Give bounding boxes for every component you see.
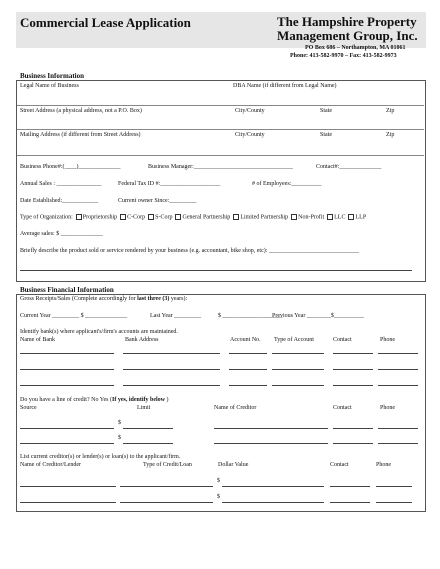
org-checkbox-general-partnership[interactable] <box>175 214 181 220</box>
org-option-label: LLP <box>355 214 367 221</box>
date-established-field[interactable]: Date Established:____________ <box>20 198 99 204</box>
org-option-label: Limited Partnership <box>240 214 289 221</box>
account-no-line[interactable] <box>229 385 267 386</box>
financial-info-heading: Business Financial Information <box>20 286 114 294</box>
credit-phone-line[interactable] <box>378 428 418 429</box>
col-name-of-bank: Name of Bank <box>20 337 55 343</box>
employees-field[interactable]: # of Employees:__________ <box>252 181 322 187</box>
credit-source-line[interactable] <box>20 443 114 444</box>
company-name-line2: Management Group, Inc. <box>277 28 418 43</box>
credit-question <box>20 397 168 403</box>
last-year-amount-field[interactable]: $ ____________________ <box>218 313 283 319</box>
org-option-label: General Partnership <box>182 214 231 221</box>
col-limit: Limit <box>137 405 151 411</box>
current-year-field[interactable]: Current Year _________ $ ______________ <box>20 313 128 319</box>
city-label: City/County <box>235 132 265 138</box>
col-phone: Phone <box>380 405 395 411</box>
row-divider <box>17 129 424 130</box>
form-title: Commercial Lease Application <box>20 15 191 30</box>
creditor-name-line[interactable] <box>214 428 328 429</box>
account-type-line[interactable] <box>272 385 324 386</box>
identify-banks-label: Identify bank(s) where applicant's/firm's accounts are maintained. <box>20 329 178 335</box>
credit-identify-text: If yes, identify below <box>111 397 165 403</box>
col-contact: Contact <box>333 405 352 411</box>
credit-source-line[interactable] <box>20 428 114 429</box>
organization-type-label: Type of Organization: <box>20 214 73 221</box>
credit-type-line[interactable] <box>120 502 213 503</box>
org-checkbox-proprietorship[interactable] <box>76 214 82 220</box>
bank-contact-line[interactable] <box>333 385 373 386</box>
bank-address-line[interactable] <box>123 369 220 370</box>
business-description-field[interactable]: Briefly describe the product sold or service rendered by your business (e.g. accountant, bike shop, etc): ______________________________ <box>20 248 359 254</box>
bank-address-line[interactable] <box>123 353 220 354</box>
credit-question-text: Do you have a line of credit? No Yes ( <box>20 397 112 403</box>
org-checkbox-non-profit[interactable] <box>291 214 297 220</box>
dollar-sign: $ <box>217 494 220 500</box>
bank-address-line[interactable] <box>123 385 220 386</box>
company-name-line1: The Hampshire Property <box>277 14 417 29</box>
dollar-sign: $ <box>118 420 121 426</box>
account-type-line[interactable] <box>272 369 324 370</box>
account-no-line[interactable] <box>229 369 267 370</box>
bank-name-line[interactable] <box>20 385 114 386</box>
credit-phone-line[interactable] <box>378 443 418 444</box>
col-source: Source <box>20 405 37 411</box>
zip-label: Zip <box>386 108 395 114</box>
org-checkbox-limited-partnership[interactable] <box>233 214 239 220</box>
contact-number-field[interactable]: Contact#:______________ <box>316 164 382 170</box>
credit-limit-line[interactable] <box>123 428 173 429</box>
org-option-label: Non-Profit <box>298 214 325 221</box>
gross-receipts-text: Gross Receipts/Sales (Complete accordingly for <box>20 296 136 302</box>
last-year-field[interactable]: Last Year _________ <box>150 313 202 319</box>
credit-contact-line[interactable] <box>333 428 373 429</box>
col-account-no: Account No. <box>230 337 261 343</box>
bank-phone-line[interactable] <box>378 353 418 354</box>
owner-since-field[interactable]: Current owner Since:_________ <box>118 198 197 204</box>
state-label: State <box>320 108 332 114</box>
col-contact: Contact <box>333 337 352 343</box>
row-divider <box>17 155 424 156</box>
col-type-of-account: Type of Account <box>274 337 314 343</box>
col-contact: Contact <box>330 462 349 468</box>
zip-label: Zip <box>386 132 395 138</box>
creditor-contact-line[interactable] <box>330 502 370 503</box>
company-address: PO Box 686 – Northampton, MA 01061 <box>305 45 406 51</box>
bank-phone-line[interactable] <box>378 369 418 370</box>
org-checkbox-llc[interactable] <box>327 214 333 220</box>
org-checkbox-c-corp[interactable] <box>120 214 126 220</box>
bank-name-line[interactable] <box>20 353 114 354</box>
col-name-of-creditor: Name of Creditor <box>214 405 257 411</box>
org-option-label: LLC <box>334 214 346 221</box>
org-option-label: C-Corp <box>127 214 146 221</box>
creditor-name-line[interactable] <box>214 443 328 444</box>
bank-contact-line[interactable] <box>333 353 373 354</box>
creditor-contact-line[interactable] <box>330 486 370 487</box>
state-label: State <box>320 132 332 138</box>
creditor-phone-line[interactable] <box>376 486 412 487</box>
bank-name-line[interactable] <box>20 369 114 370</box>
city-label: City/County <box>235 108 265 114</box>
gross-receipts-label <box>20 296 187 302</box>
dollar-sign: $ <box>217 478 220 484</box>
street-address-label: Street Address (a physical address, not a P.O. Box) <box>20 108 142 114</box>
previous-year-field[interactable]: Previous Year ________$__________ <box>272 313 364 319</box>
org-option-label: Proprietorship <box>82 214 118 221</box>
credit-limit-line[interactable] <box>123 443 173 444</box>
federal-tax-id-field[interactable]: Federal Tax ID #:____________________ <box>118 181 221 187</box>
average-sales-field[interactable]: Average sales: $ ______________ <box>20 231 103 237</box>
col-phone: Phone <box>380 337 395 343</box>
row-divider <box>17 105 424 106</box>
col-type-of-credit: Type of Credit/Loan <box>143 462 192 468</box>
creditor-phone-line[interactable] <box>376 502 412 503</box>
dba-label: DBA Name (if different from Legal Name) <box>233 83 337 89</box>
description-line[interactable] <box>20 270 412 271</box>
gross-receipts-text: years): <box>170 296 188 302</box>
bank-phone-line[interactable] <box>378 385 418 386</box>
company-phone: Phone: 413-582-9970 – Fax: 413-582-9973 <box>290 53 397 59</box>
org-checkbox-llp[interactable] <box>348 214 354 220</box>
account-type-line[interactable] <box>272 353 324 354</box>
financial-info-box <box>16 294 426 512</box>
bank-contact-line[interactable] <box>333 369 373 370</box>
dollar-value-line[interactable] <box>222 502 324 503</box>
credit-type-line[interactable] <box>120 486 213 487</box>
credit-contact-line[interactable] <box>333 443 373 444</box>
mailing-address-label: Mailing Address (if different from Street Address) <box>20 132 141 138</box>
account-no-line[interactable] <box>229 353 267 354</box>
creditor-name-line[interactable] <box>20 486 116 487</box>
business-manager-field[interactable]: Business Manager:_________________________________ <box>148 164 293 170</box>
col-dollar-value: Dollar Value <box>218 462 249 468</box>
dollar-sign: $ <box>118 435 121 441</box>
creditor-name-line[interactable] <box>20 502 116 503</box>
business-info-heading: Business Information <box>20 72 84 80</box>
business-phone-field[interactable]: Business Phone#:(____)______________ <box>20 164 121 170</box>
credit-question-close: ) <box>166 397 169 403</box>
col-bank-address: Bank Address <box>125 337 159 343</box>
col-phone: Phone <box>376 462 391 468</box>
org-checkbox-s-corp[interactable] <box>148 214 154 220</box>
creditor-intro: List current creditor(s) or lender(s) or loan(s) to the applicant/firm. <box>20 454 181 460</box>
legal-name-label: Legal Name of Business <box>20 83 79 89</box>
organization-type-row <box>20 214 366 220</box>
annual-sales-field[interactable]: Annual Sales : _______________ <box>20 181 102 187</box>
dollar-value-line[interactable] <box>222 486 324 487</box>
org-option-label: S-Corp <box>155 214 173 221</box>
col-name-of-creditor-lender: Name of Creditor/Lender <box>20 462 81 468</box>
gross-receipts-emphasis: last three (3) <box>137 296 170 302</box>
